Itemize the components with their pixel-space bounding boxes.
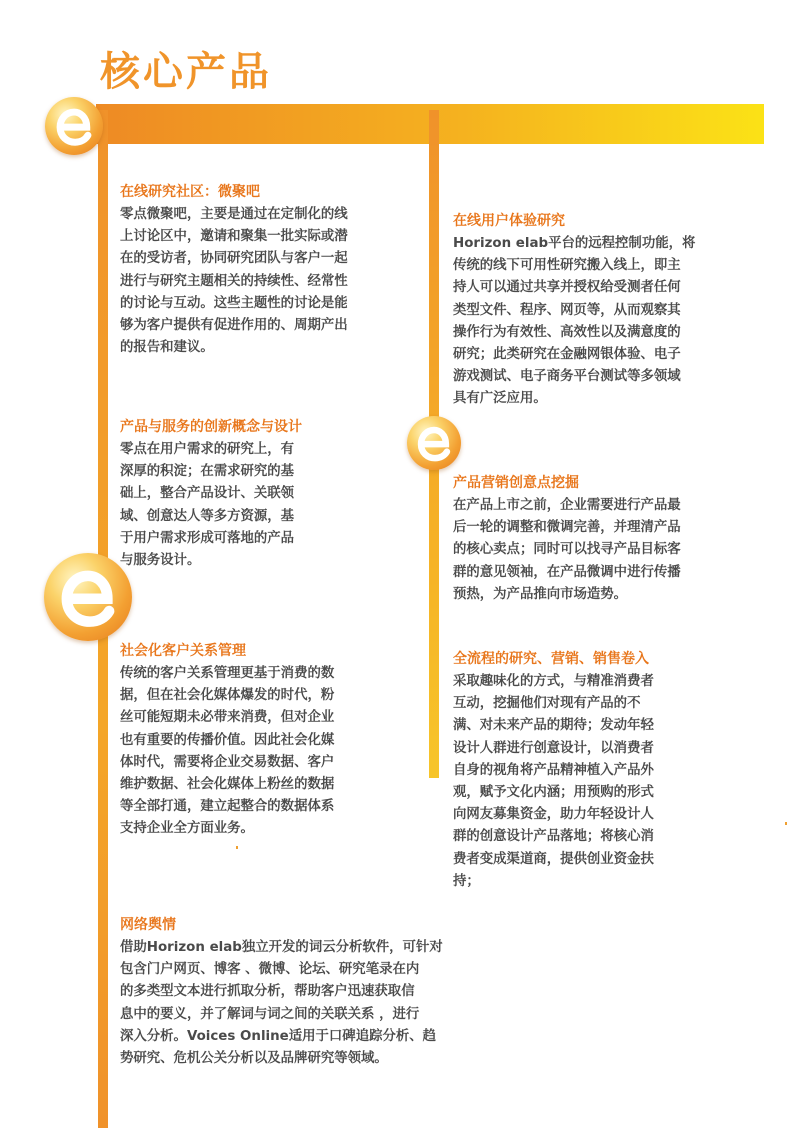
section-body: 零点微聚吧，主要是通过在定制化的线 上讨论区中，邀请和聚集一批实际或潜 在的受访者，协同研究团队与客户一起 进行与研究主题相关的持续性、经常性 的讨论与互动。这些主题性的讨论是能 够为客户提供有促进作用的、周期产出 的报告和建议。	[120, 207, 348, 356]
section-title: 在线用户体验研究	[453, 213, 565, 229]
decorative-dot	[236, 846, 238, 849]
section-body: 采取趣味化的方式，与精准消费者 互动，挖掘他们对现有产品的不 满、对未来产品的期待；发动年轻 设计人群进行创意设计，以消费者 自身的视角将产品精神植入产品外 观，赋予文化内涵；用预购的形式 向网友募集资金，助力年轻设计人 群的创意设计产品落地；将核心消 费者变成渠道商，提供创业资金扶 持；	[453, 674, 654, 889]
section-body: 零点在用户需求的研究上，有 深厚的积淀；在需求研究的基 础上，整合产品设计、关联领 域、创意达人等多方资源，基 于用户需求形成可落地的产品 与服务设计。	[120, 442, 295, 569]
e-letter-orb-icon	[45, 97, 103, 155]
e-letter-orb-icon	[44, 553, 132, 641]
section-online-community	[120, 182, 420, 359]
section-title: 产品营销创意点挖掘	[453, 475, 579, 491]
page-title: 核心产品	[100, 49, 272, 95]
section-title: 产品与服务的创新概念与设计	[120, 419, 302, 435]
section-body: 在产品上市之前，企业需要进行产品最 后一轮的调整和微调完善，并理清产品 的核心卖点；同时可以找寻产品目标客 群的意见领袖，在产品微调中进行传播 预热，为产品推向市场造势。	[453, 498, 681, 602]
section-body: Horizon elab平台的远程控制功能，将 传统的线下可用性研究搬入线上，即主 持人可以通过共享并授权给受测者任何 类型文件、程序、网页等，从而观察其 操作行为有效性、高效性以及满意度的 研究；此类研究在金融网银体验、电子 游戏测试、电子商务平台测试等多领域 具有广泛应用。	[453, 236, 696, 407]
e-letter-orb-icon	[407, 416, 461, 470]
decorative-dot	[785, 822, 787, 825]
section-body: 传统的客户关系管理更基于消费的数 据，但在社会化媒体爆发的时代，粉 丝可能短期未必带来消费，但对企业 也有重要的传播价值。因此社会化媒 体时代，需要将企业交易数据、客户 维护数据、社会化媒体上粉丝的数据 等全部打通，建立起整合的数据体系 支持企业全方面业务。	[120, 666, 335, 837]
section-social-crm	[120, 641, 420, 841]
section-online-ux-research	[453, 211, 773, 411]
section-product-innovation	[120, 417, 370, 572]
section-marketing-insight	[453, 473, 773, 606]
section-title: 社会化客户关系管理	[120, 643, 246, 659]
section-full-process	[453, 649, 753, 893]
section-title: 在线研究社区：微聚吧	[120, 184, 260, 200]
section-body: 借助Horizon elab独立开发的词云分析软件，可针对 包含门户网页、博客 、微博、论坛、研究笔录在内 的多类型文本进行抓取分析，帮助客户迅速获取信 息中的要义，并了解词与词之间的关联关系 ，进行 深入分析。Voices Online适用于口碑追踪分析、趋 势研究、危机公关分析以及品牌研究等领域。	[120, 940, 443, 1067]
section-online-opinion	[120, 915, 520, 1070]
section-title: 网络舆情	[120, 917, 176, 933]
section-title: 全流程的研究、营销、销售卷入	[453, 651, 649, 667]
